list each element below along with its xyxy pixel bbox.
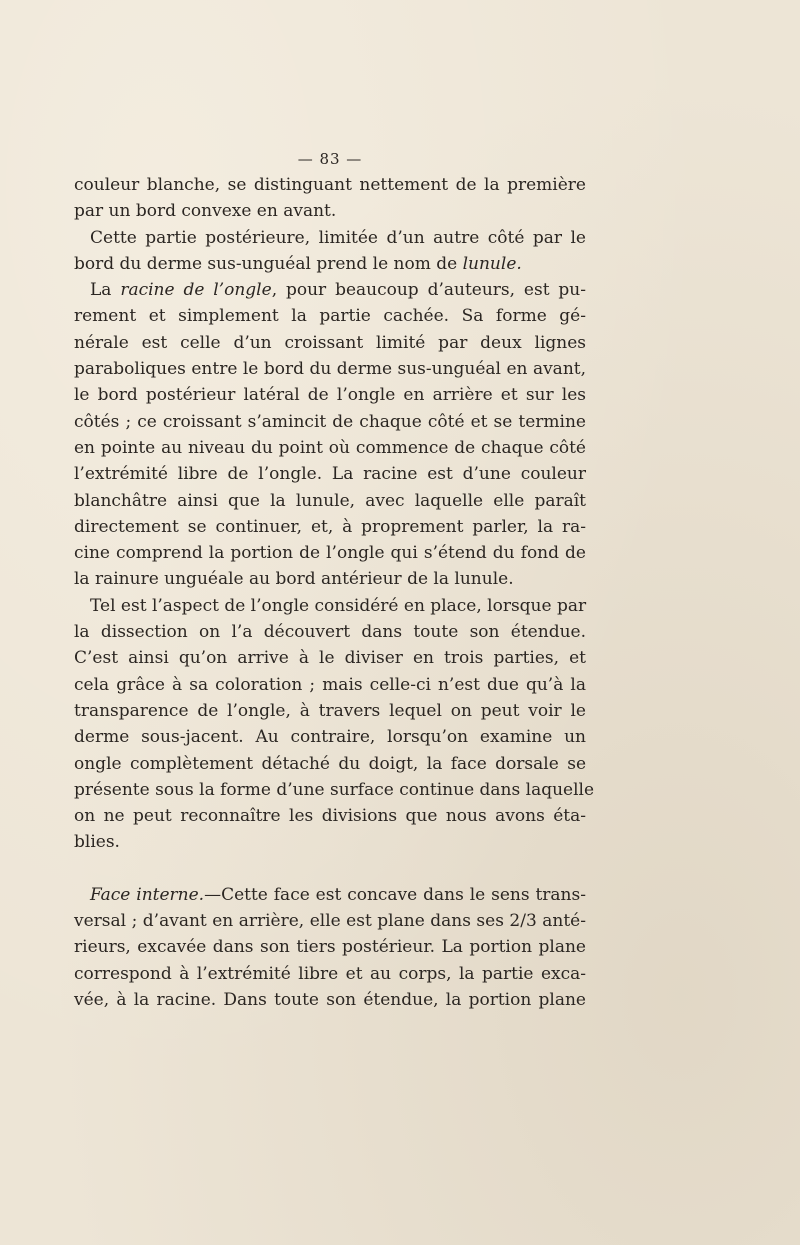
text-run: côtés ; ce croissant s’amincit de chaque côté et se termine	[74, 411, 586, 432]
text-run: Tel est l’aspect de l’ongle considéré en place, lorsque par	[90, 595, 587, 616]
text-run: transparence de l’ongle, à travers lequel on peut voir le	[74, 700, 586, 721]
text-run: rieurs, excavée dans son tiers postérieur. La portion plane	[74, 937, 586, 958]
text-line	[74, 277, 586, 303]
text-run: nérale est celle d’un croissant limité par deux lignes	[74, 332, 586, 353]
text-run: paraboliques entre le bord du derme sus-unguéal en avant,	[74, 359, 586, 380]
text-line	[74, 382, 586, 408]
text-run: blanchâtre ainsi que la lunule, avec laquelle elle paraît	[74, 490, 586, 511]
text-line	[74, 172, 586, 198]
text-run: —Cette face est concave dans le sens trans-	[204, 884, 586, 905]
text-line	[74, 566, 586, 592]
text-run: versal ; d’avant en arrière, elle est plane dans ses 2/3 anté-	[74, 911, 586, 932]
text-line	[74, 987, 586, 1013]
text-line	[74, 488, 586, 514]
text-run: derme sous-jacent. Au contraire, lorsqu’on examine un	[74, 727, 586, 748]
text-run: bord du derme sus-unguéal prend le nom de	[74, 253, 463, 274]
paragraph-gap	[74, 856, 586, 882]
text-run: directement se continuer, et, à proprement parler, la ra-	[74, 516, 586, 537]
text-line	[74, 777, 595, 803]
text-run: C’est ainsi qu’on arrive à le diviser en trois parties, et	[74, 648, 586, 669]
text-line	[74, 698, 586, 724]
text-line	[74, 672, 586, 698]
body-text	[74, 172, 595, 1013]
text-run: vée, à la racine. Dans toute son étendue, la portion plane	[74, 989, 586, 1010]
text-line	[74, 961, 586, 987]
text-line	[74, 225, 586, 251]
text-run: cela grâce à sa coloration ; mais celle-ci n’est due qu’à la	[74, 674, 586, 695]
text-line	[74, 461, 586, 487]
text-line	[74, 356, 586, 382]
text-run: la dissection on l’a découvert dans toute son étendue.	[74, 622, 586, 643]
text-run: présente sous la forme d’une surface continue dans laquelle	[74, 779, 595, 800]
text-line	[74, 330, 586, 356]
page-number: — 83 —	[297, 150, 363, 168]
text-line	[74, 251, 586, 277]
text-line	[74, 829, 586, 855]
text-run: , pour beaucoup d’auteurs, est pu-	[271, 280, 587, 301]
text-run: cine comprend la portion de l’ongle qui s’étend du fond de	[74, 543, 586, 564]
text-run: le bord postérieur latéral de l’ongle en arrière et sur les	[74, 385, 586, 406]
text-line	[74, 619, 586, 645]
text-run: blies.	[74, 832, 120, 853]
text-run: rement et simplement la partie cachée. Sa forme gé-	[74, 306, 586, 327]
text-line	[74, 803, 586, 829]
italic-run: Face interne.	[90, 884, 205, 905]
text-run: la rainure unguéale au bord antérieur de la lunule.	[74, 569, 514, 590]
text-line	[74, 908, 586, 934]
text-run: par un bord convexe en avant.	[74, 201, 337, 222]
text-run: l’extrémité libre de l’ongle. La racine est d’une couleur	[74, 464, 586, 485]
text-line	[74, 934, 586, 960]
text-line	[74, 724, 586, 750]
text-run: Cette partie postérieure, limitée d’un autre côté par le	[90, 227, 586, 248]
text-line	[74, 540, 586, 566]
italic-run: lunule.	[462, 253, 522, 274]
text-line	[74, 882, 586, 908]
text-run: La	[90, 280, 121, 301]
text-line	[74, 198, 586, 224]
text-line	[74, 751, 586, 777]
text-line	[74, 645, 586, 671]
text-run: correspond à l’extrémité libre et au corps, la partie exca-	[74, 963, 586, 984]
text-line	[74, 409, 586, 435]
text-line	[74, 514, 586, 540]
italic-run: racine de l’ongle	[120, 280, 272, 301]
text-line	[74, 593, 586, 619]
text-run: en pointe au niveau du point où commence de chaque côté	[74, 437, 586, 458]
text-run: couleur blanche, se distinguant nettement de la première	[74, 175, 586, 195]
text-line	[74, 435, 586, 461]
text-run: ongle complètement détaché du doigt, la face dorsale se	[74, 753, 586, 774]
text-run: on ne peut reconnaître les divisions que nous avons éta-	[74, 806, 586, 827]
text-line	[74, 303, 586, 329]
